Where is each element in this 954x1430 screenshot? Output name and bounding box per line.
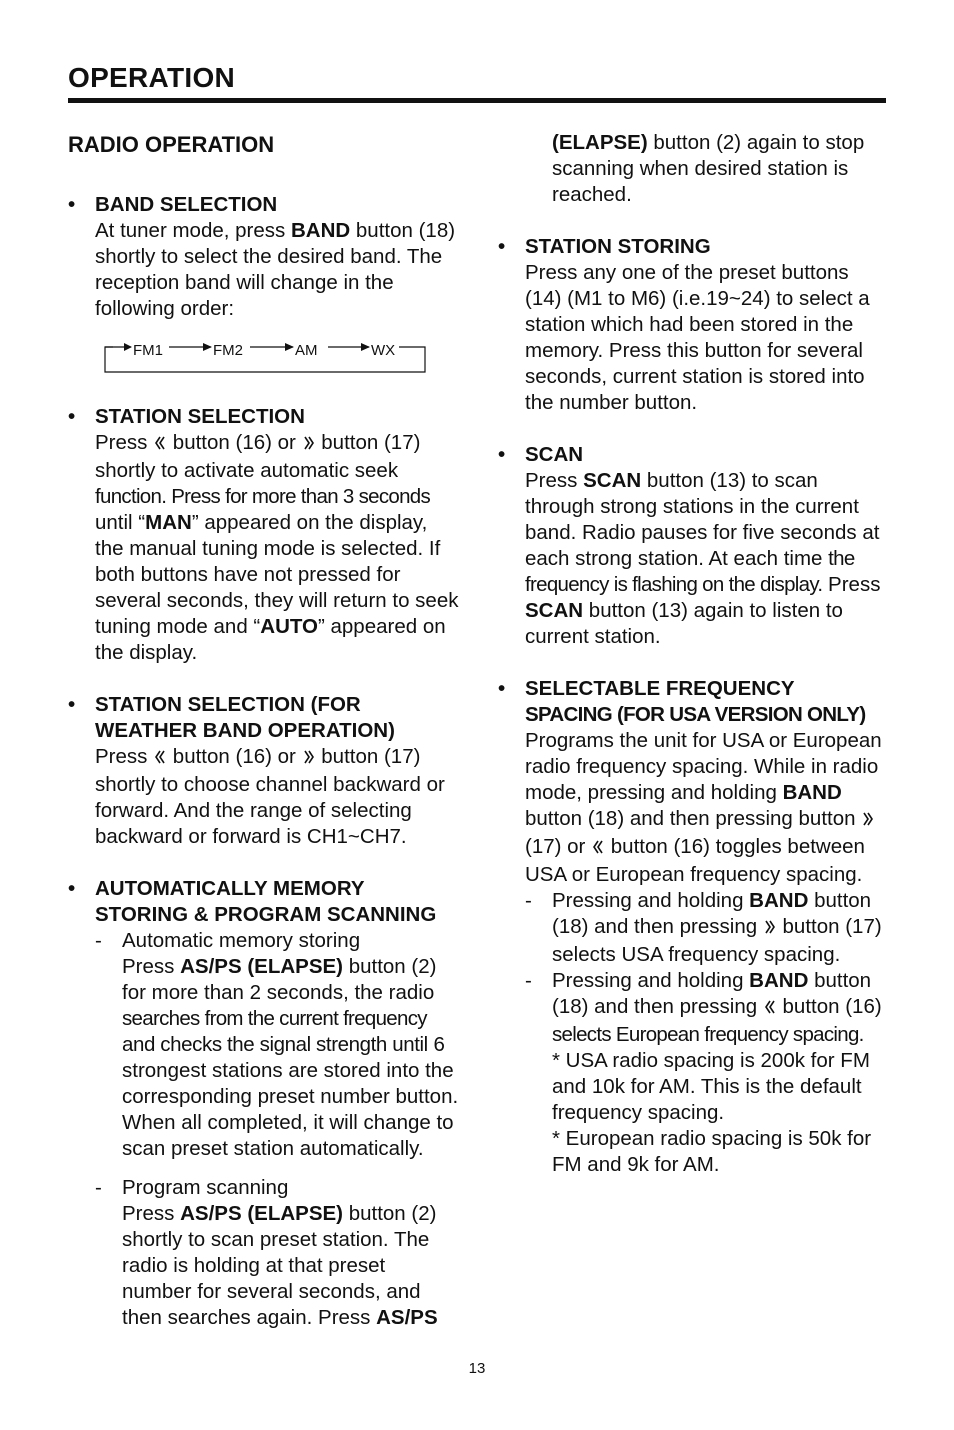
text-fragment: button (18) and then pressing button — [525, 807, 862, 830]
seek-back-icon — [593, 836, 603, 862]
program-scanning — [95, 1175, 460, 1331]
left-column — [68, 130, 460, 1331]
text-fragment: button (16) or — [167, 431, 302, 454]
text-fragment: Programs the unit for USA or European radio frequency spacing. While in radio mode, pressing and holding — [525, 729, 882, 804]
text-fragment: button (18) and then pressing — [552, 969, 872, 1018]
band-label-fm1: FM1 — [133, 342, 163, 359]
asps-keyword: AS/PS — [376, 1306, 438, 1329]
seek-back-icon — [155, 746, 165, 772]
weather-heading-line2: WEATHER BAND OPERATION) — [95, 719, 395, 742]
band-selection-heading: BAND SELECTION — [95, 193, 278, 216]
man-keyword: MAN — [145, 511, 192, 534]
scan-item — [498, 442, 890, 650]
usa-spacing-text — [552, 888, 890, 968]
memory-heading-line1: AUTOMATICALLY MEMORY — [95, 877, 365, 900]
spacing-heading-line2: SPACING (FOR USA VERSION ONLY) — [525, 703, 866, 726]
band-selection-text — [95, 218, 460, 322]
asps-keyword: AS/PS (ELAPSE) — [180, 1202, 343, 1225]
text-fragment: and checks the signal strength until — [122, 1033, 428, 1056]
text-fragment: button (13) again to listen to current station. — [525, 599, 843, 648]
auto-memory-storing — [95, 928, 460, 1162]
text-fragment: function. Press for more than 3 seconds — [95, 485, 431, 508]
auto-keyword: AUTO — [260, 615, 318, 638]
page-number: 13 — [468, 1360, 486, 1377]
text-fragment: Press — [95, 745, 154, 768]
european-spacing-text — [552, 968, 890, 1048]
text-fragment: button (16) — [776, 995, 882, 1018]
bullet: • — [68, 877, 76, 900]
page-title: OPERATION — [68, 62, 236, 93]
section-title: RADIO OPERATION — [68, 132, 275, 157]
weather-band-text — [95, 744, 460, 850]
scan-keyword: SCAN — [525, 599, 584, 622]
weather-band-item — [68, 692, 460, 850]
text-fragment: button (17) shortly to choose channel backward or forward. And the range of selecting backward or forward is CH1~CH7. — [95, 745, 445, 848]
bullet: • — [498, 235, 506, 258]
bullet: • — [68, 193, 76, 216]
band-label-wx: WX — [371, 342, 396, 359]
bullet: • — [68, 693, 76, 716]
text-fragment: Pressing and holding — [552, 889, 750, 912]
text-fragment: button (2) shortly to scan preset station. The radio is holding at that preset number for several seconds, and then searches again. Press — [122, 1202, 437, 1329]
auto-memory-text — [122, 954, 460, 1162]
spacing-text — [525, 728, 890, 888]
european-spacing-step — [525, 968, 890, 1178]
station-selection-text — [95, 430, 460, 666]
elapse-keyword: (ELAPSE) — [552, 131, 648, 154]
text-fragment: At tuner mode, press — [95, 219, 291, 242]
seek-forward-icon — [304, 432, 314, 458]
bullet: • — [498, 443, 506, 466]
spacing-heading-line1: SELECTABLE FREQUENCY — [525, 677, 795, 700]
dash-marker: - — [525, 889, 532, 912]
text-fragment: button (18) shortly to select the desired band. The reception band will change in the following order: — [95, 219, 456, 320]
station-selection-heading: STATION SELECTION — [95, 405, 305, 428]
text-fragment: Press — [95, 431, 154, 454]
text-fragment: Press — [122, 1202, 181, 1225]
right-column — [498, 130, 890, 1178]
sub-heading: Automatic memory storing — [122, 929, 361, 952]
text-fragment: until “ — [95, 511, 146, 534]
weather-heading-line1: STATION SELECTION (FOR — [95, 693, 361, 716]
text-fragment: button (17) shortly to activate automatic seek — [95, 431, 421, 482]
band-keyword: BAND — [749, 969, 809, 992]
band-keyword: BAND — [782, 781, 842, 804]
program-scanning-text — [122, 1201, 460, 1331]
seek-back-icon — [155, 432, 165, 458]
station-selection-item — [68, 404, 460, 666]
memory-storing-item — [68, 876, 460, 1331]
text-fragment: (17) or — [525, 835, 592, 858]
seek-forward-icon — [304, 746, 314, 772]
text-fragment: selects European frequency spacing. — [552, 1023, 864, 1046]
usa-spacing-note: * USA radio spacing is 200k for FM and 10k for AM. This is the default frequency spacing. — [552, 1049, 870, 1124]
european-spacing-note: * European radio spacing is 50k for FM and 9k for AM. — [552, 1127, 872, 1176]
text-fragment: searches from the current frequency — [122, 1007, 427, 1030]
band-keyword: BAND — [290, 219, 351, 242]
station-storing-text: Press any one of the preset buttons (14) (M1 to M6) (i.e.19~24) to select a station which had been stored in the memory. Press this button for several seconds, current station is stored into the number button. — [525, 261, 870, 414]
band-selection-item — [68, 192, 460, 378]
text-fragment: button (18) and then pressing — [552, 889, 872, 938]
band-keyword: BAND — [749, 889, 809, 912]
station-storing-item — [498, 234, 890, 416]
usa-spacing-step — [525, 888, 890, 968]
text-fragment: button (17) selects USA frequency spacing. — [552, 915, 882, 966]
text-fragment: Press — [822, 573, 881, 596]
text-fragment: button (13) to scan through strong stations in the current band. Radio pauses for five seconds at each strong station. At each time — [525, 469, 880, 570]
text-fragment: 6 strongest stations are stored into the corresponding preset number button. When all completed, it will change to scan preset station automatically. — [122, 1033, 459, 1160]
text-fragment: button (2) again to stop scanning when desired station is reached. — [552, 131, 865, 206]
frequency-spacing-item — [498, 676, 890, 1178]
station-storing-heading: STATION STORING — [525, 235, 711, 258]
text-fragment: Press — [122, 955, 181, 978]
program-scanning-continued — [498, 130, 890, 208]
text-fragment: Press — [525, 469, 584, 492]
text-fragment: the frequency is flashing on the display. — [525, 547, 855, 596]
band-order-diagram — [99, 338, 429, 378]
text-fragment: ” appeared on the display, the manual tuning mode is selected. If both buttons have not pressed for several seconds, they will return to seek tuning mode and “ — [95, 511, 459, 638]
seek-forward-icon — [765, 916, 775, 942]
memory-heading-line2: STORING & PROGRAM SCANNING — [95, 903, 437, 926]
text-fragment: button (16) or — [167, 745, 302, 768]
dash-marker: - — [95, 1176, 102, 1199]
dash-marker: - — [95, 929, 102, 952]
scan-keyword: SCAN — [583, 469, 642, 492]
scan-text — [525, 468, 890, 650]
band-label-fm2: FM2 — [213, 342, 243, 359]
asps-keyword: AS/PS (ELAPSE) — [180, 955, 343, 978]
sub-heading: Program scanning — [122, 1176, 289, 1199]
text-fragment: button (16) toggles between USA or European frequency spacing. — [525, 835, 865, 886]
scan-heading: SCAN — [525, 443, 584, 466]
seek-forward-icon — [863, 808, 873, 834]
text-fragment: Pressing and holding — [552, 969, 750, 992]
title-rule — [68, 98, 886, 103]
dash-marker: - — [525, 969, 532, 992]
band-label-am: AM — [295, 342, 318, 359]
bullet: • — [68, 405, 76, 428]
bullet: • — [498, 677, 506, 700]
text-fragment: ” appeared on the display. — [95, 615, 446, 664]
seek-back-icon — [765, 996, 775, 1022]
text-fragment: button (2) for more than 2 seconds, the radio — [122, 955, 437, 1004]
